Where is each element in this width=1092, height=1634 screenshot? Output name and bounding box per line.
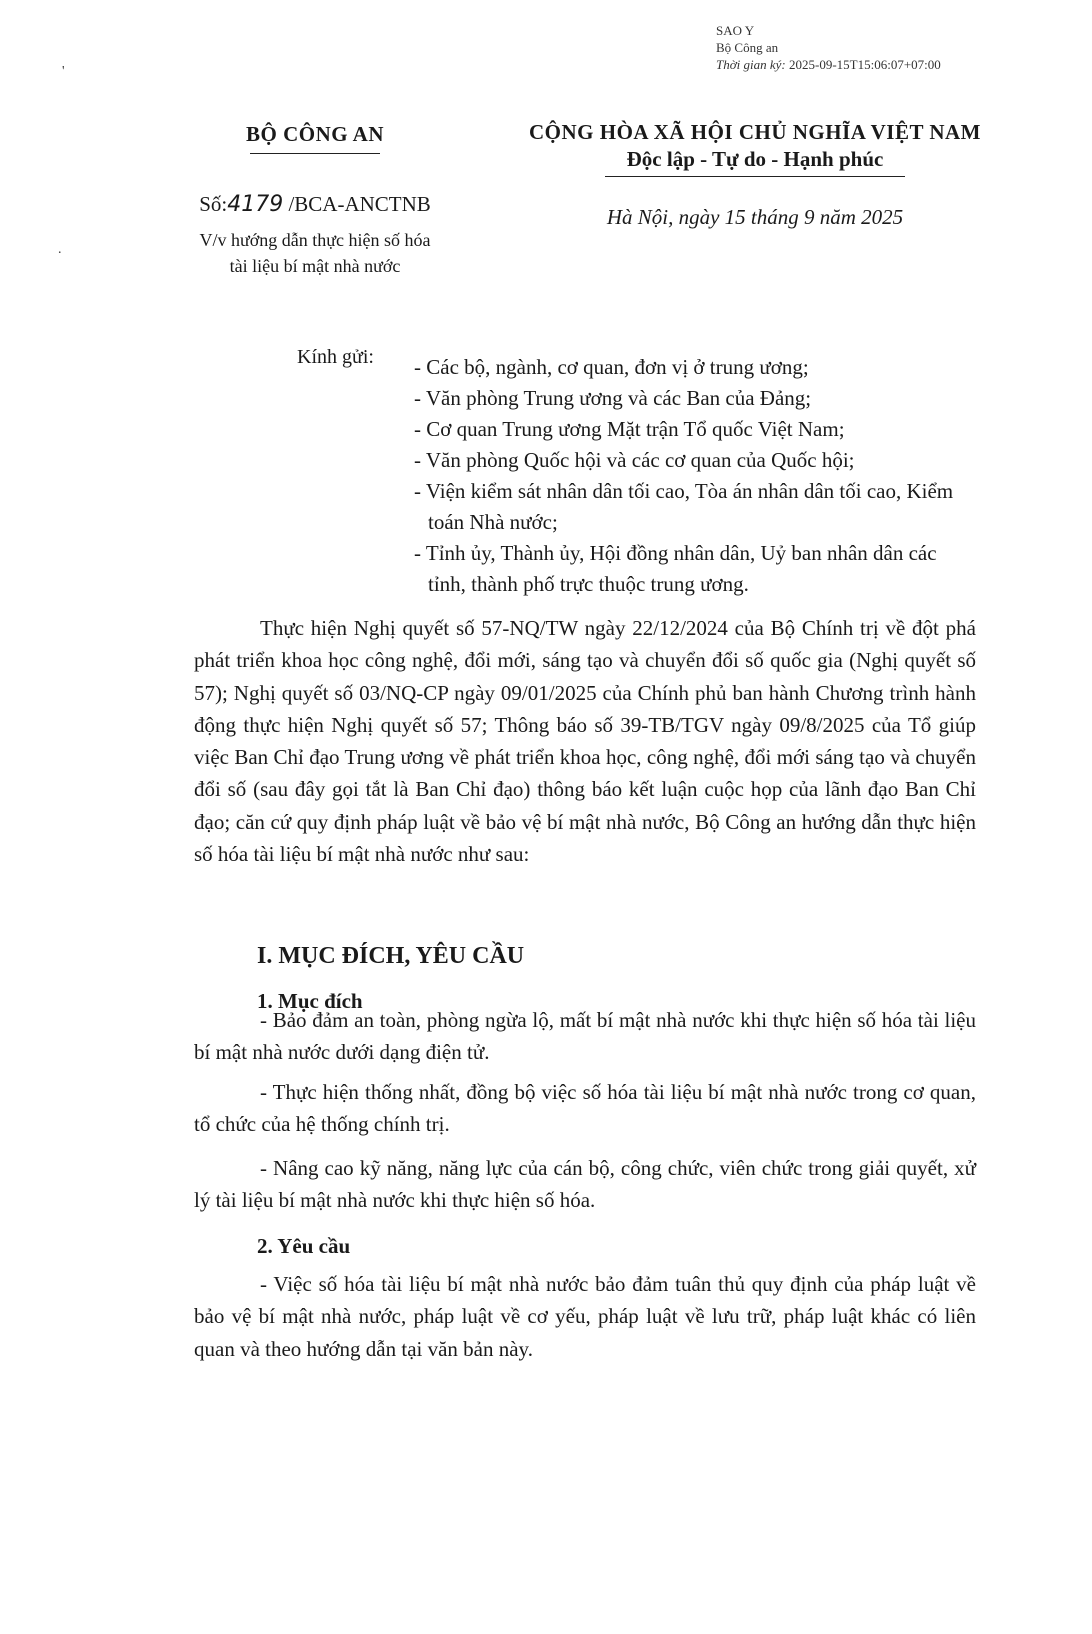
requirement-paragraph: - Việc số hóa tài liệu bí mật nhà nước bảo đảm tuân thủ quy định của pháp luật về bảo vệ bí mật nhà nước, pháp luật về cơ yếu, pháp luật về lưu trữ, pháp luật khác có liên quan và theo hướng dẫn tại văn bản này. <box>194 1272 976 1361</box>
document-subject <box>150 227 480 279</box>
recipient-item: - Văn phòng Trung ương và các Ban của Đảng; <box>414 386 812 410</box>
recipient-item: - Viện kiểm sát nhân dân tối cao, Tòa án nhân dân tối cao, Kiểm toán Nhà nước; <box>414 479 954 534</box>
stamp-time-value: 2025-09-15T15:06:07+07:00 <box>789 57 941 72</box>
recipients-label: Kính gửi: <box>297 346 374 368</box>
doc-no-suffix: /BCA-ANCTNB <box>288 192 431 216</box>
motto-underline <box>605 176 905 177</box>
intro-paragraph: Thực hiện Nghị quyết số 57-NQ/TW ngày 22/12/2024 của Bộ Chính trị về đột phá phát triển khoa học công nghệ, đổi mới, sáng tạo và chuyển đổi số quốc gia (Nghị quyết số 57); Nghị quyết số 03/NQ-CP ngày 09/01/2025 của Chính phủ ban hành Chương trình hành động thực hiện Nghị quyết số 57; Thông báo số 39-TB/TGV ngày 09/8/2025 của Tổ giúp việc Ban Chỉ đạo Trung ương về phát triển khoa học, công nghệ, đổi mới sáng tạo và chuyển đổi số (sau đây gọi tắt là Ban Chỉ đạo) thông báo kết luận cuộc họp của lãnh đạo Ban Chỉ đạo; căn cứ quy định pháp luật về bảo vệ bí mật nhà nước, Bộ Công an hướng dẫn thực hiện số hóa tài liệu bí mật nhà nước như sau: <box>194 616 976 867</box>
stamp-line-1: SAO Y <box>716 23 755 38</box>
subject-line-1: V/v hướng dẫn thực hiện số hóa <box>199 230 431 250</box>
section-1-1-heading: 1. Mục đích <box>257 989 363 1013</box>
recipient-item: - Văn phòng Quốc hội và các cơ quan của Quốc hội; <box>414 448 855 472</box>
purpose-paragraph: - Thực hiện thống nhất, đồng bộ việc số hóa tài liệu bí mật nhà nước trong cơ quan, tổ chức của hệ thống chính trị. <box>194 1080 976 1137</box>
national-motto: Độc lập - Tự do - Hạnh phúc <box>626 147 884 171</box>
recipient-item: - Các bộ, ngành, cơ quan, đơn vị ở trung ương; <box>414 355 809 379</box>
recipients-list <box>414 352 1014 600</box>
subject-line-2: tài liệu bí mật nhà nước <box>229 256 401 276</box>
stamp-line-3 <box>716 56 941 73</box>
recipient-item: - Cơ quan Trung ương Mặt trận Tổ quốc Việt Nam; <box>414 417 845 441</box>
purpose-paragraph: - Nâng cao kỹ năng, năng lực của cán bộ, công chức, viên chức trong giải quyết, xử lý tài liệu bí mật nhà nước khi thực hiện số hóa. <box>194 1156 976 1213</box>
document-number <box>150 192 480 217</box>
place-date: Hà Nội, ngày 15 tháng 9 năm 2025 <box>606 205 904 229</box>
doc-no-prefix: Số: <box>199 192 228 216</box>
issuing-agency: BỘ CÔNG AN <box>245 122 384 146</box>
signature-stamp <box>716 22 941 73</box>
agency-underline <box>250 153 380 154</box>
scan-mark: ' <box>62 64 65 79</box>
stamp-time-label: Thời gian ký: <box>716 57 786 72</box>
section-1-heading: I. MỤC ĐÍCH, YÊU CẦU <box>257 943 525 969</box>
nation-title: CỘNG HÒA XÃ HỘI CHỦ NGHĨA VIỆT NAM <box>528 120 982 144</box>
purpose-paragraph: - Bảo đảm an toàn, phòng ngừa lộ, mất bí mật nhà nước khi thực hiện số hóa tài liệu bí mật nhà nước dưới dạng điện tử. <box>194 1008 976 1065</box>
stamp-line-2: Bộ Công an <box>716 40 779 55</box>
issuer-block <box>150 122 480 279</box>
recipient-item: - Tỉnh ủy, Thành ủy, Hội đồng nhân dân, Uỷ ban nhân dân các tỉnh, thành phố trực thuộc trung ương. <box>414 541 937 596</box>
section-1-2-heading: 2. Yêu cầu <box>257 1234 351 1258</box>
national-header <box>505 120 1005 230</box>
doc-no-handwritten: 4179 <box>227 192 284 217</box>
scan-mark: . <box>58 242 62 257</box>
